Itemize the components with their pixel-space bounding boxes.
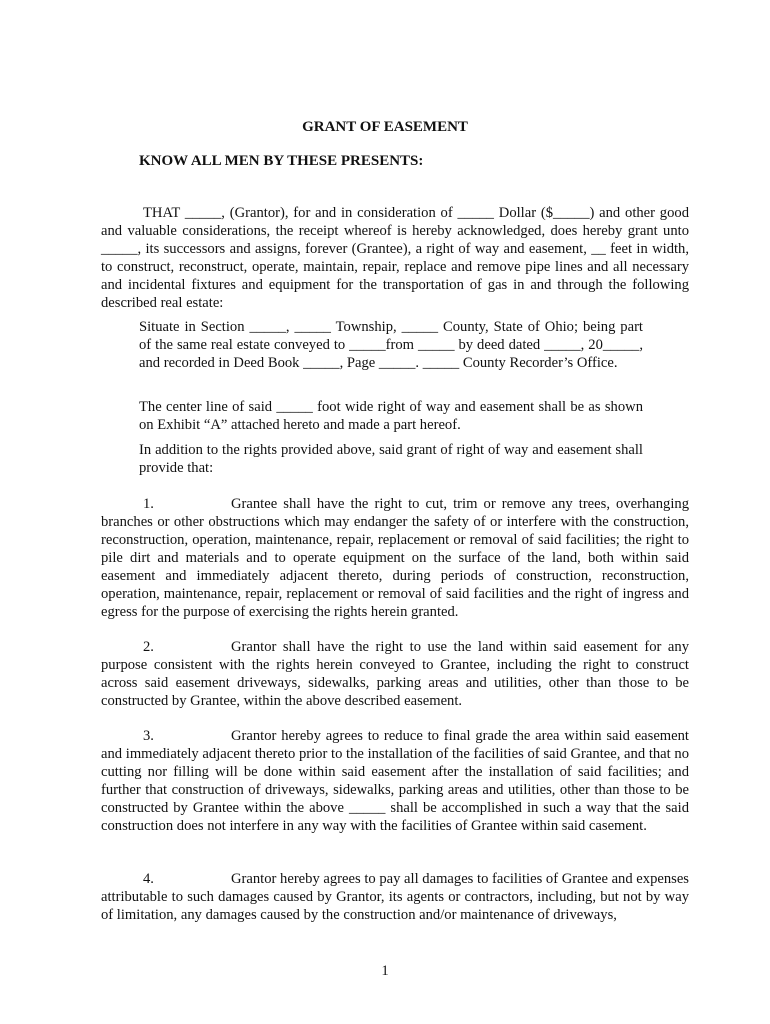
item-text: Grantor hereby agrees to pay all damages to facilities of Grantee and expenses attributable to such damages caused by Grantor, its agents or contractors, including, but not by way of limitation, any damages caused by the construction and/or maintenance of driveways, xyxy=(101,871,689,923)
item-number: 2. xyxy=(143,639,154,655)
center-line-paragraph: The center line of said _____ foot wide right of way and easement shall be as shown on Exhibit “A” attached hereto and made a part hereof. xyxy=(139,399,643,433)
intro-paragraph xyxy=(101,204,689,312)
numbered-item-2 xyxy=(101,638,689,710)
situate-paragraph: Situate in Section _____, _____ Township, _____ County, State of Ohio; being part of the same real estate conveyed to _____from _____ by deed dated _____, 20_____, and recorded in Deed Book _____, Page _____. _____ County Recorder’s Office. xyxy=(139,319,643,371)
numbered-item-4 xyxy=(101,870,689,924)
item-number: 4. xyxy=(143,871,154,887)
item-text: Grantor shall have the right to use the land within said easement for any purpose consistent with the rights herein conveyed to Grantee, including the right to construct across said easement driveways, sidewalks, parking areas and utilities, other than those to be constructed by Grantee, within the above described easement. xyxy=(101,639,689,709)
item-text: Grantee shall have the right to cut, trim or remove any trees, overhanging branches or other obstructions which may endanger the safety of or interfere with the construction, reconstruction, operation, maintenance, repair, replacement or removal of said facilities; the right to pile dirt and materials and to operate equipment on the surface of the land, both within said easement and immediately adjacent thereto, during periods of construction, reconstruction, operation, maintenance, repair, replacement or removal of said facilities and the right of ingress and egress for the purpose of exercising the rights herein granted. xyxy=(101,496,689,620)
numbered-item-3 xyxy=(101,727,689,835)
page-number: 1 xyxy=(381,963,389,979)
in-addition-paragraph: In addition to the rights provided above, said grant of right of way and easement shall provide that: xyxy=(139,442,643,476)
item-text: Grantor hereby agrees to reduce to final grade the area within said easement and immediately adjacent thereto prior to the installation of the facilities of said Grantee, and that no cutting nor filling will be done within said easement after the installation of said facilities; and further that construction of driveways, sidewalks, parking areas and utilities, other than those to be constructed by Grantee within the above _____ shall be accomplished in such a way that the said construction does not interfere in any way with the facilities of Grantee within said casement. xyxy=(101,728,689,834)
item-number: 3. xyxy=(143,728,154,744)
intro-text: THAT _____, (Grantor), for and in consideration of _____ Dollar ($_____) and other good and valuable considerations, the receipt whereof is hereby acknowledged, does hereby grant unto _____, its successors and assigns, forever (Grantee), a right of way and easement, __ feet in width, to construct, reconstruct, operate, maintain, repair, replace and remove pipe lines and all necessary and incidental fixtures and equipment for the transportation of gas in and through the following described real estate: xyxy=(101,205,689,311)
item-number: 1. xyxy=(143,496,154,512)
numbered-item-1 xyxy=(101,495,689,621)
know-all-men-heading: KNOW ALL MEN BY THESE PRESENTS: xyxy=(139,153,424,169)
document-title: GRANT OF EASEMENT xyxy=(302,119,468,135)
